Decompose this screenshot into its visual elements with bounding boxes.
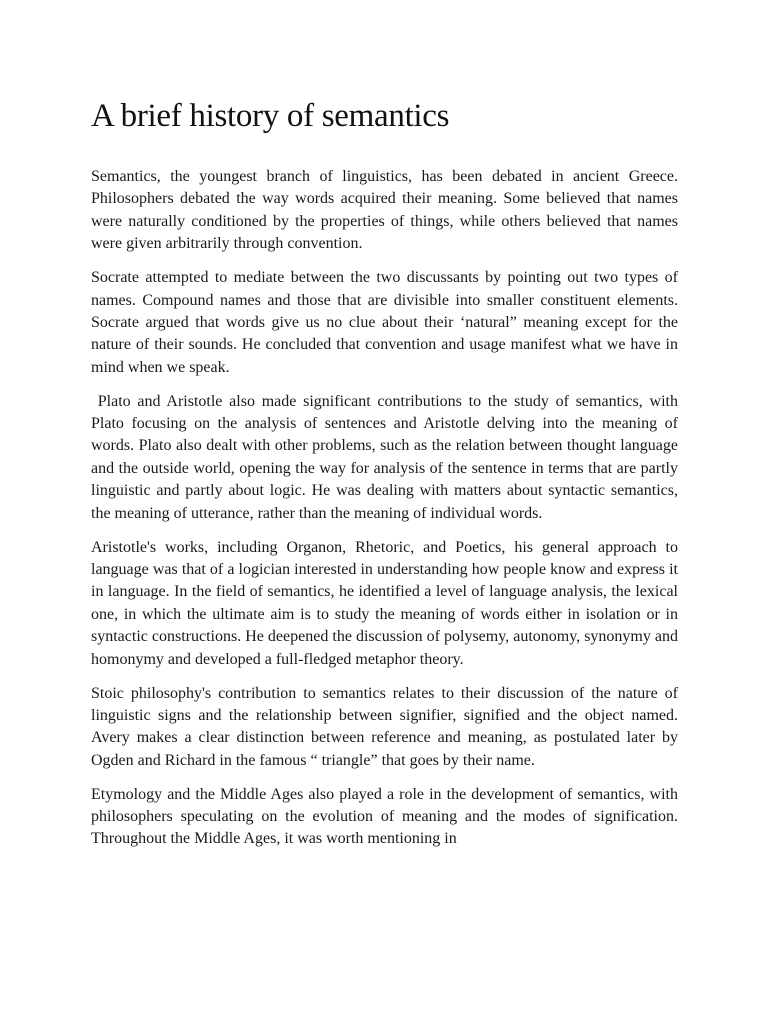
paragraph-aristotle-works: Aristotle's works, including Organon, Rhetoric, and Poetics, his general approach to language was that of a logician interested in understanding how people know and express it in language. In the field of semantics, he identified a level of language analysis, the lexical one, in which the ultimate aim is to study the meaning of words either in isolation or in syntactic constructions. He deepened the discussion of polysemy, autonomy, synonymy and homonymy and developed a full-fledged metaphor theory. — [91, 538, 678, 668]
paragraph-greek-origins: Semantics, the youngest branch of linguistics, has been debated in ancient Greece. Philosophers debated the way words acquired their meaning. Some believed that names were naturally conditioned by the properties of things, while others believed that names were given arbitrarily through convention. — [91, 168, 678, 253]
paragraph-stoic-philosophy: Stoic philosophy's contribution to semantics relates to their discussion of the nature of linguistic signs and the relationship between signifier, signified and the object named. Avery makes a clear distinction between reference and meaning, as postulated later by Ogden and Richard in the famous “ triangle” that goes by their name. — [91, 684, 678, 769]
paragraph-middle-ages: Etymology and the Middle Ages also played a role in the development of semantics, with philosophers speculating on the evolution of meaning and the modes of signification. Throughout the Middle Ages, it was worth mentioning in — [91, 785, 678, 848]
paragraph-plato-aristotle: Plato and Aristotle also made significant contributions to the study of semantics, with Plato focusing on the analysis of sentences and Aristotle delving into the meaning of words. Plato also dealt with other problems, such as the relation between thought language and the outside world, opening the way for analysis of the sentence in terms that are partly linguistic and partly about logic. He was dealing with matters about syntactic semantics, the meaning of utterance, rather than the meaning of individual words. — [91, 392, 678, 522]
document-title: A brief history of semantics — [91, 98, 450, 134]
paragraph-socrate: Socrate attempted to mediate between the two discussants by pointing out two types of names. Compound names and those that are divisible into smaller constituent elements. Socrate argued that words give us no clue about their ‘natural” meaning except for the nature of their sounds. He concluded that convention and usage manifest what we have in mind when we speak. — [91, 269, 678, 376]
document-body — [91, 166, 678, 862]
